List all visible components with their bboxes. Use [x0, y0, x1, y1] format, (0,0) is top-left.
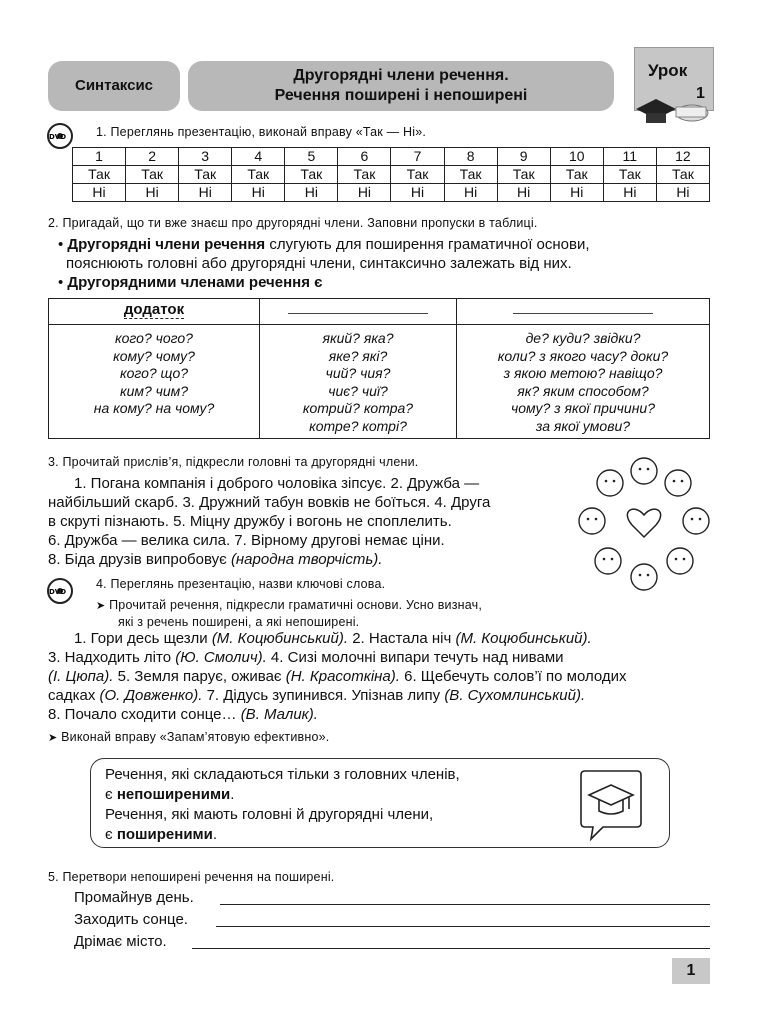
- proverb-line: найбільший скарб. 3. Дружний табун вовків не боїться. 4. Друга: [48, 494, 491, 511]
- svg-text:DVD: DVD: [49, 588, 67, 596]
- answer-line[interactable]: [192, 948, 710, 949]
- question-item: яке? які?: [328, 347, 388, 364]
- yes-cell[interactable]: Так: [656, 166, 709, 184]
- task4-memory-exercise: [48, 730, 329, 744]
- column-number: 5: [285, 148, 338, 166]
- no-cell[interactable]: Ні: [656, 184, 709, 202]
- no-cell[interactable]: Ні: [126, 184, 179, 202]
- question-item: котрий? котра?: [302, 400, 414, 416]
- task5-item: Промайнув день.: [74, 889, 194, 906]
- rule-term: Другорядні члени речення: [67, 236, 266, 253]
- graduation-cap-icon: [626, 91, 718, 131]
- proverb-line: 1. Погана компанія і доброго чоловіка зіпсує. 2. Дружба —: [74, 475, 480, 492]
- answer-line[interactable]: [220, 904, 710, 905]
- dvd-icon[interactable]: [46, 577, 74, 605]
- question-item: який? яка?: [322, 330, 394, 346]
- rule-text: слугують для поширення граматичної основи,: [265, 236, 590, 253]
- column-number: 2: [126, 148, 179, 166]
- secondary-members-table: [48, 298, 710, 439]
- task5-item: Заходить сонце.: [74, 911, 188, 928]
- question-item: кого? чого?: [115, 330, 193, 346]
- question-item: чиє? чиї?: [328, 382, 388, 399]
- column-number: 7: [391, 148, 444, 166]
- section-title: Синтаксис: [74, 77, 154, 94]
- yes-cell[interactable]: Так: [126, 166, 179, 184]
- column-number: 6: [338, 148, 391, 166]
- no-cell[interactable]: Ні: [73, 184, 126, 202]
- lesson-title-line2: Речення поширені і непоширені: [274, 87, 528, 104]
- task3-instruction: 3. Прочитай прислів’я, підкресли головні та другорядні члени.: [48, 455, 419, 469]
- column-number: 11: [603, 148, 656, 166]
- subtask-text-cont: які з речень поширені, а які непоширені.: [118, 615, 360, 629]
- rule-text-cont: пояснюють головні або другорядні члени, синтаксично залежать від них.: [66, 255, 572, 272]
- question-item: кому? чому?: [113, 347, 195, 364]
- column-number: 1: [73, 148, 126, 166]
- yes-no-table: [72, 147, 710, 202]
- object-header: додаток: [123, 301, 185, 318]
- yes-cell[interactable]: Так: [285, 166, 338, 184]
- task2-instruction: 2. Пригадай, що ти вже знаєш про другорядні члени. Заповни пропуски в таблиці.: [48, 216, 538, 230]
- question-item: коли? з якого часу? доки?: [497, 347, 669, 364]
- lesson-title-line1: Другорядні члени речення.: [293, 67, 509, 84]
- rule-definition: • Другорядні члени речення слугують для поширення граматичної основи, пояснюють головні або другорядні члени, синтаксично залежать від них. • Другорядними членами речення є: [58, 235, 710, 292]
- column-number: 10: [550, 148, 603, 166]
- task5-item: Дрімає місто.: [74, 933, 167, 950]
- no-cell[interactable]: Ні: [391, 184, 444, 202]
- no-cell[interactable]: Ні: [179, 184, 232, 202]
- question-item: на кому? на чому?: [93, 400, 215, 416]
- no-cell[interactable]: Ні: [232, 184, 285, 202]
- subtask-text: Прочитай речення, підкресли граматичні основи. Усно визнач,: [109, 598, 483, 612]
- proverb-source: (народна творчість).: [230, 551, 383, 568]
- column-number: 4: [232, 148, 285, 166]
- task4-subtask: [96, 597, 566, 630]
- arrow-icon: ➤: [96, 600, 106, 612]
- no-cell[interactable]: Ні: [603, 184, 656, 202]
- blank-header-3[interactable]: [513, 313, 653, 314]
- yes-cell[interactable]: Так: [73, 166, 126, 184]
- question-item: чий? чия?: [325, 365, 391, 381]
- proverb-line: 8. Біда друзів випробовує: [48, 551, 231, 568]
- term-unextended: непоширеними: [116, 786, 231, 803]
- arrow-icon: ➤: [48, 732, 58, 744]
- question-item: з якою метою? навіщо?: [503, 365, 663, 381]
- cap-speech-bubble-icon: [577, 767, 645, 843]
- note-text: Речення, які складаються тільки з головних членів, є непоширеними. Речення, які мають головні й другорядні члени, є поширеними.: [105, 766, 460, 843]
- section-label: [48, 61, 180, 111]
- svg-text:DVD: DVD: [49, 133, 67, 141]
- question-item: котре? котрі?: [309, 417, 407, 434]
- yes-cell[interactable]: Так: [179, 166, 232, 184]
- sentences-text: 1. Гори десь щезли (М. Коцюбинський). 2. Настала ніч (М. Коцюбинський). 3. Надходить літо (Ю. Смолич). 4. Сизі молочні випари течуть над нивами (І. Цюпа). 5. Земля парує, оживає (Н. Красоткіна). 6. Щебечуть солов’ї по молодих садках (О. Довженко). 7. Дідусь зупинився. Упізнав липу (В. Сухомлинський). 8. Почало сходити сонце… (В. Малик).: [48, 630, 627, 723]
- lesson-badge: [626, 47, 718, 127]
- question-item: ким? чим?: [119, 382, 189, 399]
- question-item: де? куди? звідки?: [525, 330, 641, 346]
- column-number: 8: [444, 148, 497, 166]
- yes-cell[interactable]: Так: [444, 166, 497, 184]
- no-cell[interactable]: Ні: [497, 184, 550, 202]
- no-cell[interactable]: Ні: [285, 184, 338, 202]
- yes-cell[interactable]: Так: [391, 166, 444, 184]
- yes-cell[interactable]: Так: [603, 166, 656, 184]
- task1-instruction: 1. Переглянь презентацію, виконай вправу «Так — Ні».: [96, 125, 427, 139]
- memory-exercise-text: Виконай вправу «Запам’ятовую ефективно».: [61, 730, 330, 744]
- column-number: 12: [656, 148, 709, 166]
- no-cell[interactable]: Ні: [550, 184, 603, 202]
- task5-instruction: 5. Перетвори непоширені речення на поширені.: [48, 870, 335, 884]
- yes-cell[interactable]: Так: [338, 166, 391, 184]
- no-cell[interactable]: Ні: [338, 184, 391, 202]
- rule-heading: Другорядними членами речення є: [67, 274, 323, 291]
- yes-cell[interactable]: Так: [550, 166, 603, 184]
- question-item: за якої умови?: [535, 417, 631, 434]
- friends-circle-illustration: [576, 455, 712, 593]
- yes-cell[interactable]: Так: [497, 166, 550, 184]
- lesson-label: Урок: [648, 61, 688, 80]
- no-cell[interactable]: Ні: [444, 184, 497, 202]
- column-number: 9: [497, 148, 550, 166]
- proverb-line: в скруті пізнають. 5. Міцну дружбу і вогонь не споплелить.: [48, 513, 452, 530]
- proverb-line: 6. Дружба — велика сила. 7. Вірному другові немає ціни.: [48, 532, 445, 549]
- question-item: чому? з якої причини?: [510, 400, 655, 416]
- proverbs-text: [48, 474, 562, 569]
- term-extended: поширеними: [116, 826, 213, 843]
- answer-line[interactable]: [216, 926, 710, 927]
- column-number: 3: [179, 148, 232, 166]
- lesson-number: 1: [696, 85, 705, 102]
- question-item: кого? що?: [119, 365, 189, 381]
- lesson-title-banner: [188, 61, 614, 111]
- page-number: 1: [672, 958, 710, 984]
- blank-header-2[interactable]: [288, 313, 428, 314]
- dvd-icon[interactable]: [46, 122, 74, 150]
- rule-note-box: [90, 758, 670, 848]
- yes-cell[interactable]: Так: [232, 166, 285, 184]
- task4-instruction: 4. Переглянь презентацію, назви ключові слова.: [96, 577, 386, 591]
- question-item: як? яким способом?: [517, 382, 649, 399]
